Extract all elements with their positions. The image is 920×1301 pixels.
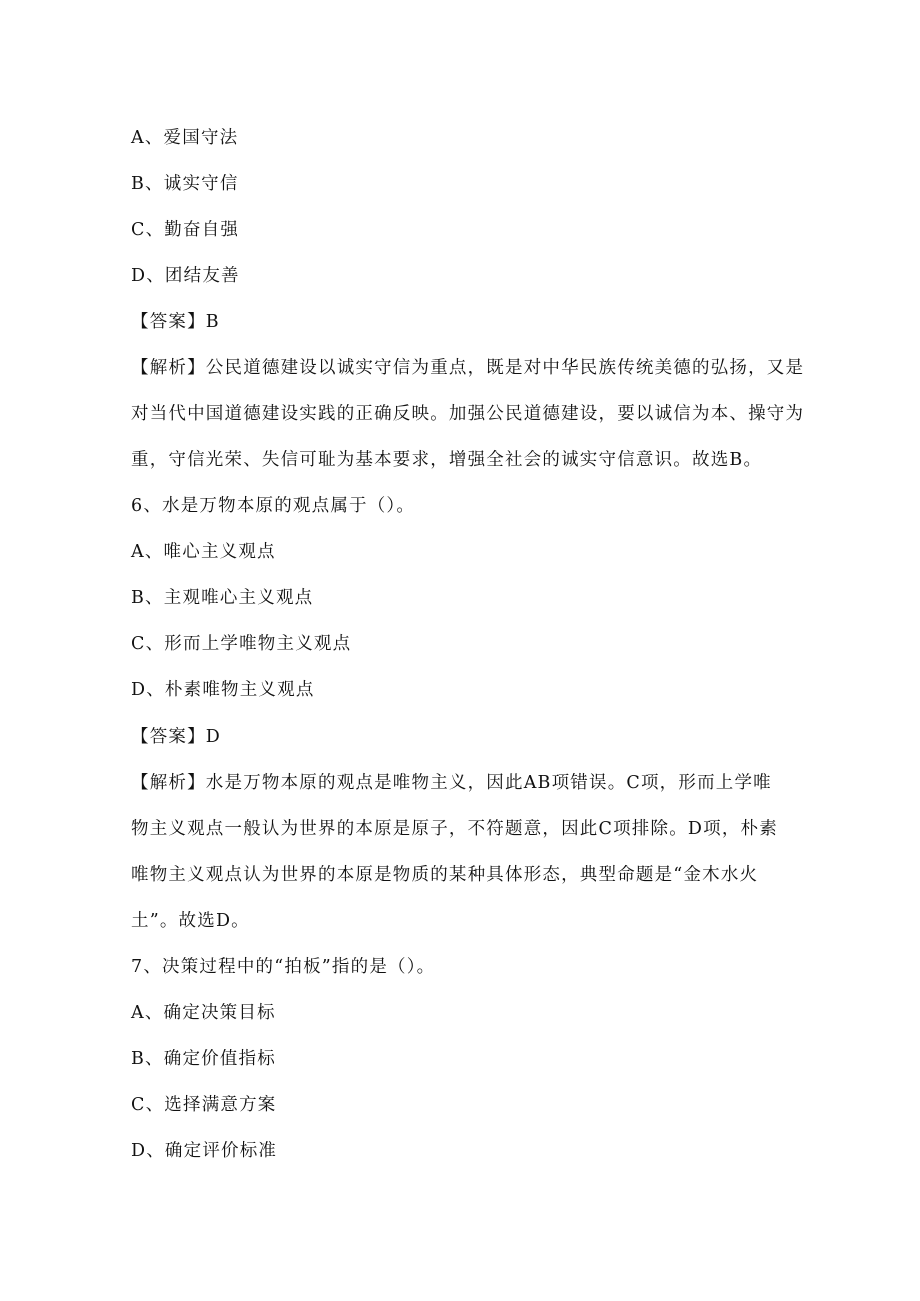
q6-option-a: A、唯心主义观点 <box>131 542 276 562</box>
q6-option-c: C、形而上学唯物主义观点 <box>131 634 352 654</box>
q5-option-a: A、爱国守法 <box>131 128 239 148</box>
q5-explanation-line: 对当代中国道德建设实践的正确反映。加强公民道德建设，要以诚信为本、操守为 <box>131 404 805 424</box>
q5-option-c: C、勤奋自强 <box>131 220 240 240</box>
q6-explanation-line: 【解析】水是万物本原的观点是唯物主义，因此AB项错误。C项，形而上学唯 <box>131 773 772 793</box>
q6-option-d: D、朴素唯物主义观点 <box>131 680 315 700</box>
q5-explanation-line: 【解析】公民道德建设以诚实守信为重点，既是对中华民族传统美德的弘扬，又是 <box>131 358 805 378</box>
q6-option-b: B、主观唯心主义观点 <box>131 588 314 608</box>
q7-option-b: B、确定价值指标 <box>131 1049 276 1069</box>
q6-explanation-line: 唯物主义观点认为世界的本原是物质的某种具体形态，典型命题是“金木水火 <box>131 865 759 885</box>
q7-question: 7、决策过程中的“拍板”指的是（）。 <box>131 957 436 977</box>
q6-explanation-line: 土”。故选D。 <box>131 911 250 931</box>
q5-answer: 【答案】B <box>131 312 220 332</box>
q6-answer: 【答案】D <box>131 727 222 747</box>
q6-explanation-line: 物主义观点一般认为世界的本原是原子，不符题意，因此C项排除。D项，朴素 <box>131 819 778 839</box>
q5-explanation-line: 重，守信光荣、失信可耻为基本要求，增强全社会的诚实守信意识。故选B。 <box>131 450 763 470</box>
q7-option-d: D、确定评价标准 <box>131 1141 278 1161</box>
q5-option-b: B、诚实守信 <box>131 174 239 194</box>
q7-option-c: C、选择满意方案 <box>131 1095 277 1115</box>
q7-option-a: A、确定决策目标 <box>131 1003 276 1023</box>
q5-option-d: D、团结友善 <box>131 266 240 286</box>
q6-question: 6、水是万物本原的观点属于（）。 <box>131 496 416 516</box>
